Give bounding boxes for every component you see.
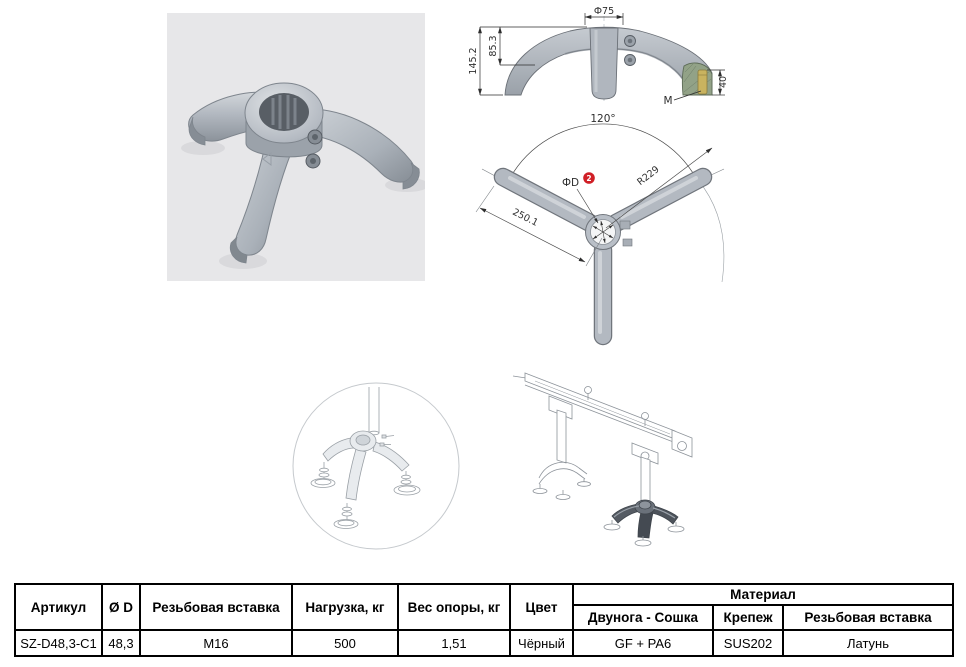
left-support [533, 396, 591, 500]
col-header-insert-material: Резьбовая вставка [783, 605, 953, 630]
right-support [604, 443, 684, 546]
conveyor-rail [513, 373, 692, 457]
tripod-base-3d [181, 83, 425, 269]
dim-angle-120: 120° [590, 113, 616, 125]
product-photo [167, 13, 425, 281]
brass-insert [698, 70, 707, 94]
thread-label-m: M [663, 95, 673, 107]
col-header-color: Цвет [510, 584, 573, 630]
base-top-silhouette [503, 177, 703, 336]
cell-leg-material: GF + PA6 [573, 630, 713, 656]
base-front-silhouette [505, 27, 712, 99]
cell-fastener: SUS202 [713, 630, 783, 656]
exploded-detail-drawing [290, 379, 462, 553]
assembly-drawing [505, 360, 767, 548]
col-header-diameter: Ø D [102, 584, 140, 630]
tripod-base-highlighted [612, 500, 678, 538]
callout-number: 2 [586, 174, 592, 184]
dim-height-145: 145.2 [468, 47, 479, 75]
base-3d-render [167, 13, 425, 281]
col-header-fastener: Крепеж [713, 605, 783, 630]
col-header-thread-insert: Резьбовая вставка [140, 584, 292, 630]
dim-radius-229: R229 [635, 164, 662, 188]
cell-weight: 1,51 [398, 630, 510, 656]
center-column [590, 28, 618, 99]
cell-artikul: SZ-D48,3-C1 [15, 630, 102, 656]
dim-height-85: 85.3 [488, 35, 499, 57]
top-view-drawing [472, 108, 744, 360]
dim-hub-diameter: ФD [562, 177, 580, 189]
col-header-weight: Вес опоры, кг [398, 584, 510, 630]
dim-length-250: 250.1 [510, 206, 540, 229]
detail-circle-frame [293, 383, 459, 549]
cell-insert-material: Латунь [783, 630, 953, 656]
cell-thread-insert: М16 [140, 630, 292, 656]
cell-load: 500 [292, 630, 398, 656]
col-header-load: Нагрузка, кг [292, 584, 398, 630]
table-row [15, 630, 953, 656]
dim-insert-40: 40 [718, 75, 729, 89]
col-header-artikul: Артикул [15, 584, 102, 630]
spec-table [14, 583, 954, 657]
dim-diameter-75: Ф75 [593, 6, 615, 17]
cell-color: Чёрный [510, 630, 573, 656]
col-header-leg-material: Двунога - Сошка [573, 605, 713, 630]
cell-diameter: 48,3 [102, 630, 140, 656]
col-group-material: Материал [573, 584, 953, 605]
front-view-drawing [455, 4, 737, 108]
